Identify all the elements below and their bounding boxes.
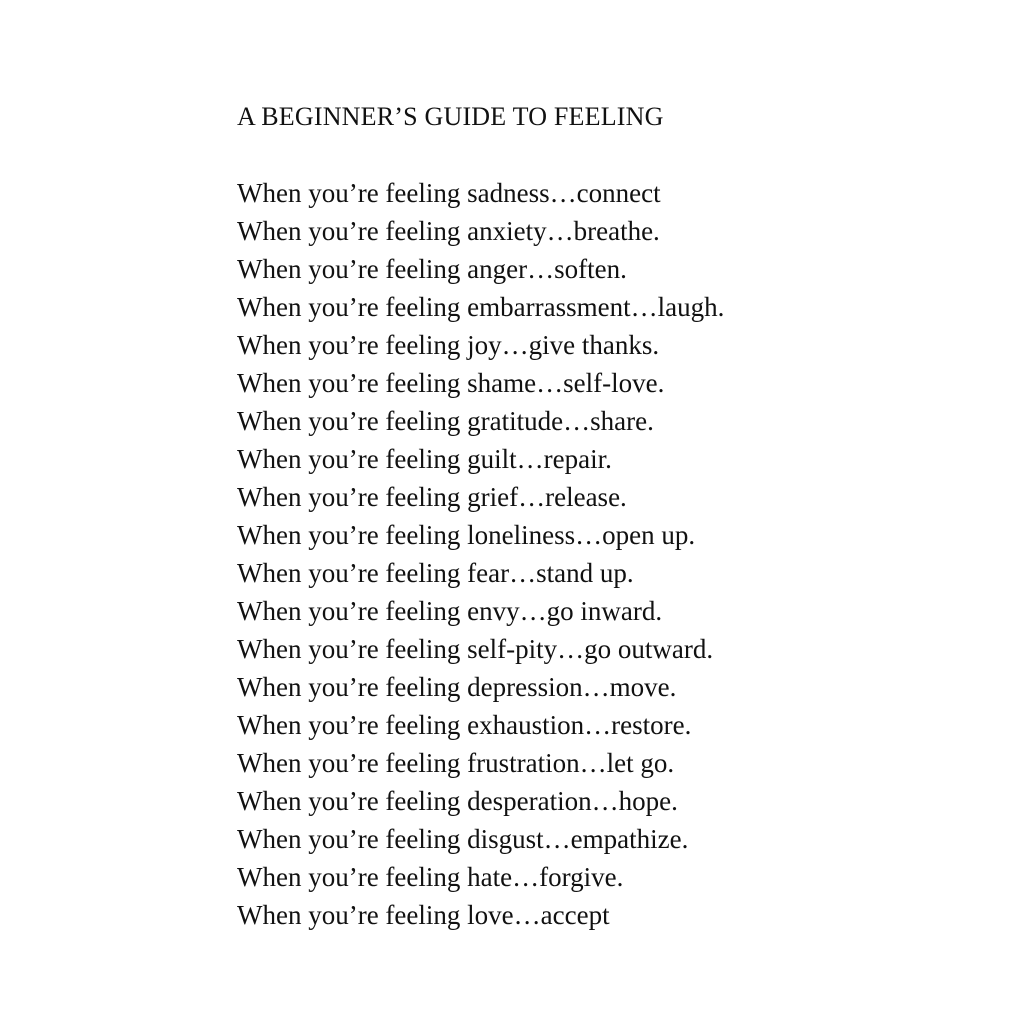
poem-line: When you’re feeling fear…stand up. [237,558,634,588]
poem-line: When you’re feeling embarrassment…laugh. [237,292,725,322]
poem-line: When you’re feeling anger…soften. [237,254,627,284]
poem-line: When you’re feeling love…accept [237,900,610,930]
poem-line: When you’re feeling anxiety…breathe. [237,216,660,246]
poem-line: When you’re feeling shame…self-love. [237,368,665,398]
poem-line: When you’re feeling grief…release. [237,482,627,512]
poem-line: When you’re feeling envy…go inward. [237,596,663,626]
poem-line: When you’re feeling exhaustion…restore. [237,710,692,740]
poem-line: When you’re feeling frustration…let go. [237,748,675,778]
poem-line: When you’re feeling desperation…hope. [237,786,678,816]
poem-line: When you’re feeling self-pity…go outward. [237,634,714,664]
poem-line: When you’re feeling sadness…connect [237,178,661,208]
poem-line: When you’re feeling depression…move. [237,672,677,702]
poem-lines [237,174,724,934]
poem-line: When you’re feeling hate…forgive. [237,862,624,892]
document-title: A BEGINNER’S GUIDE TO FEELING [237,102,664,131]
poem-line: When you’re feeling gratitude…share. [237,406,654,436]
poem-line: When you’re feeling joy…give thanks. [237,330,660,360]
poem-line: When you’re feeling loneliness…open up. [237,520,696,550]
poem-line: When you’re feeling disgust…empathize. [237,824,689,854]
poem-line: When you’re feeling guilt…repair. [237,444,612,474]
